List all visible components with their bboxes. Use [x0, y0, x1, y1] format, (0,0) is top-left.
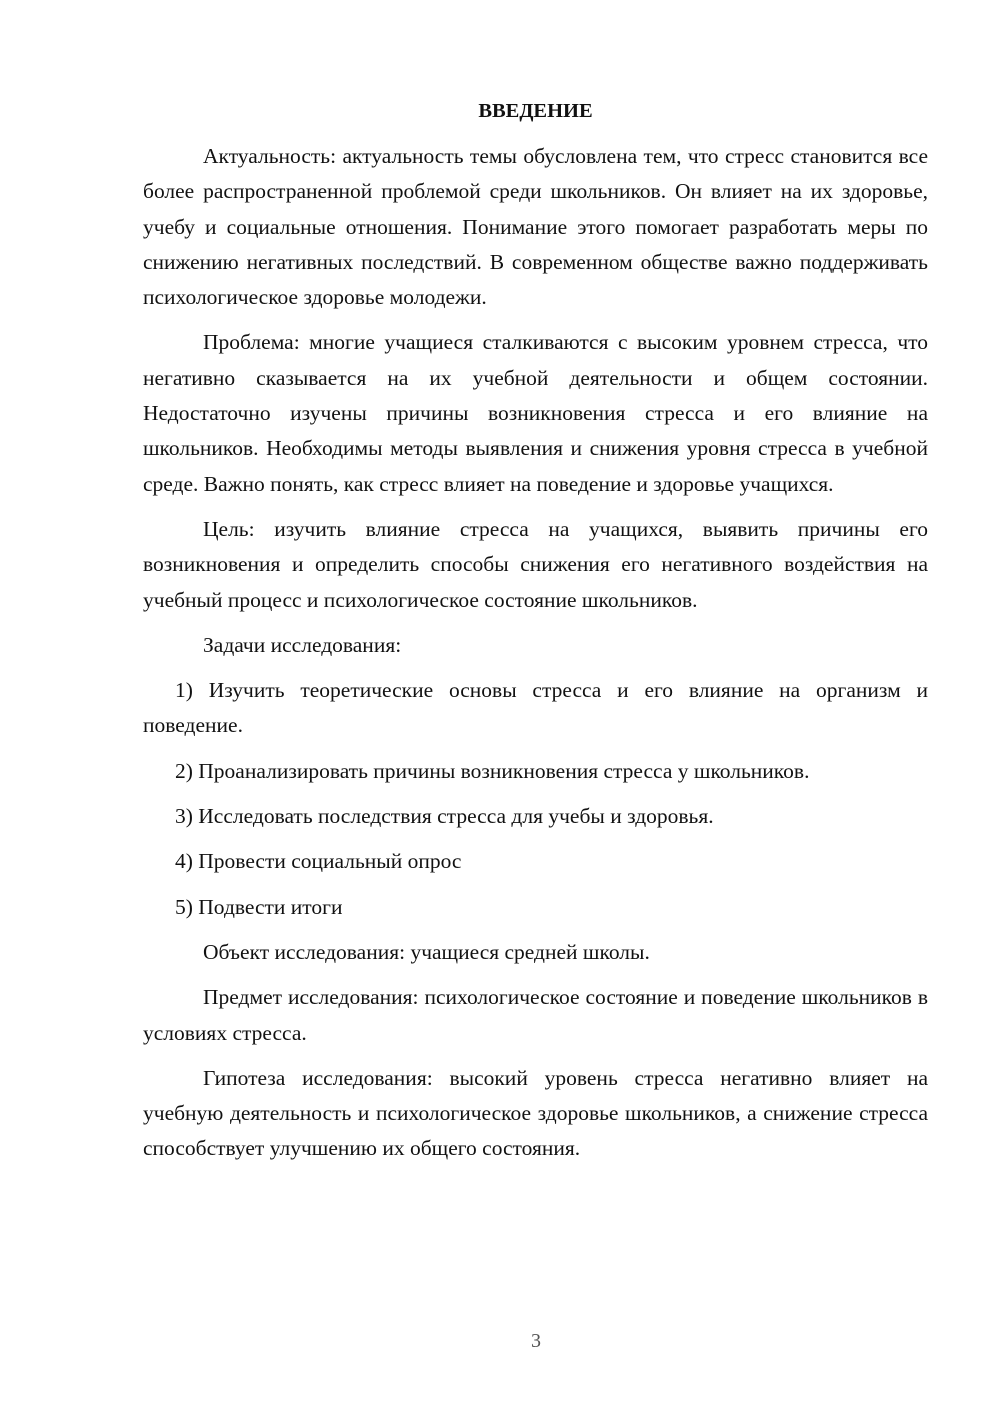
subject-paragraph: Предмет исследования: психологическое состояние и поведение школьников в условиях стресса.: [143, 985, 928, 1045]
task-item-4: 4) Провести социальный опрос: [175, 849, 462, 874]
page-number: 3: [531, 1330, 541, 1352]
task-item-1: 1) Изучить теоретические основы стресса и его влияние на организм и поведение.: [143, 678, 928, 738]
hypothesis-paragraph: Гипотеза исследования: высокий уровень стресса негативно влияет на учебную деятельность и психологическое здоровье школьников, а снижение стресса способствует улучшению их общего состояния.: [143, 1065, 928, 1161]
tasks-heading: Задачи исследования:: [203, 632, 402, 657]
task-item-2: 2) Проанализировать причины возникновения стресса у школьников.: [175, 758, 810, 783]
problem-paragraph: Проблема: многие учащиеся сталкиваются с высоким уровнем стресса, что негативно сказывается на их учебной деятельности и общем состоянии. Недостаточно изучены причины возникновения стресса и его влияние на школьников. Необходимы методы выявления и снижения уровня стресса в учебной среде. Важно понять, как стресс влияет на поведение и здоровье учащихся.: [143, 330, 928, 496]
object-paragraph: Объект исследования: учащиеся средней школы.: [203, 939, 650, 964]
task-item-5: 5) Подвести итоги: [175, 894, 343, 919]
task-item-3: 3) Исследовать последствия стресса для учебы и здоровья.: [175, 804, 714, 829]
relevance-paragraph: Актуальность: актуальность темы обусловлена тем, что стресс становится все более распространенной проблемой среди школьников. Он влияет на их здоровье, учебу и социальные отношения. Понимание этого помогает разработать меры по снижению негативных последствий. В современном обществе важно поддерживать психологическое здоровье молодежи.: [143, 144, 928, 310]
page-title: ВВЕДЕНИЕ: [478, 100, 593, 122]
page-content: [143, 94, 928, 1177]
goal-paragraph: Цель: изучить влияние стресса на учащихся, выявить причины его возникновения и определить способы снижения его негативного воздействия на учебный процесс и психологическое состояние школьников.: [143, 516, 928, 612]
